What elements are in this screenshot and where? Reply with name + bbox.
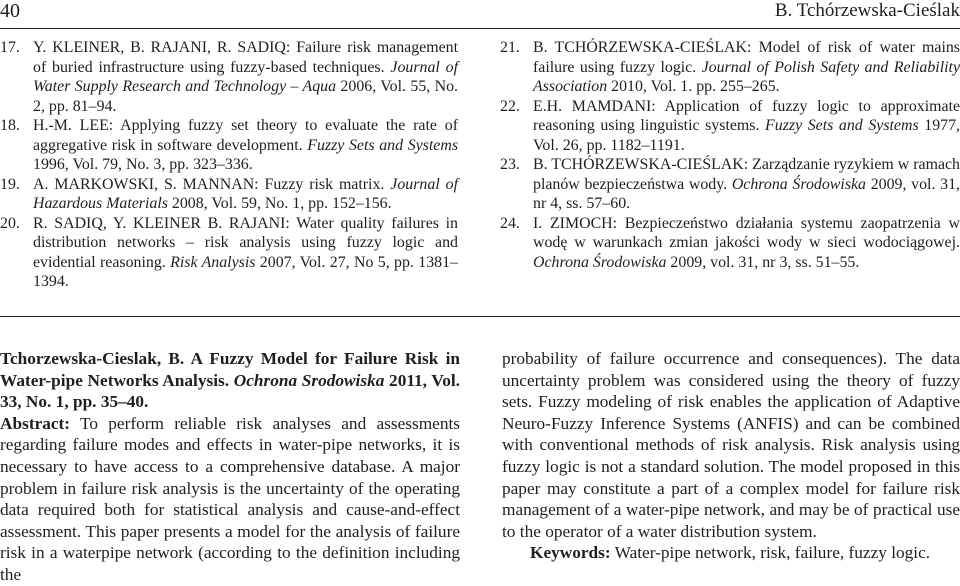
reference-text: H.-M. LEE: Applying fuzzy set theory to evaluate the rate of aggregative risk in software development. Fuzzy Sets and Systems 1996, Vol. 79, No. 3, pp. 323–336.	[33, 117, 458, 173]
reference-text: B. TCHÓRZEWSKA-CIEŚLAK: Zarządzanie ryzykiem w ramach planów bezpieczeństwa wody. Ochrona Środowiska 2009, vol. 31, nr 4, ss. 57–60.	[533, 156, 960, 212]
reference-item	[500, 155, 960, 214]
abstract-left-column	[0, 348, 460, 586]
running-head: B. Tchórzewska-Cieślak	[774, 0, 960, 21]
reference-number: 24.	[500, 214, 520, 232]
reference-item	[0, 175, 458, 214]
reference-journal: Journal of Water Supply Research and Technology – Aqua	[33, 58, 458, 95]
reference-item	[0, 116, 458, 175]
reference-number: 20.	[0, 214, 20, 232]
header-rule	[0, 28, 960, 29]
reference-number: 18.	[0, 117, 20, 134]
keywords-text: Water-pipe network, risk, failure, fuzzy logic.	[610, 543, 931, 563]
references-left-column	[0, 38, 458, 292]
reference-journal: Fuzzy Sets and Systems	[307, 136, 458, 154]
reference-text: Y. KLEINER, B. RAJANI, R. SADIQ: Failure risk management of buried infrastructure using fuzzy-based techniques. Journal of Water Supply Research and Technology – Aqua 2006, Vol. 55, No. 2, pp. 81–94.	[33, 39, 458, 115]
reference-journal: Ochrona Środowiska	[731, 175, 866, 193]
reference-item	[500, 97, 960, 156]
reference-number: 21.	[500, 39, 520, 56]
section-divider	[0, 316, 960, 317]
reference-text: I. ZIMOCH: Bezpieczeństwo działania systemu zaopatrzenia w wodę w warunkach zmian jakości wody w sieci wodociągowej. Ochrona Środowiska 2009, vol. 31, nr 3, ss. 51–55.	[533, 214, 960, 271]
reference-text: A. MARKOWSKI, S. MANNAN: Fuzzy risk matrix. Journal of Hazardous Materials 2008, Vol. 59, No. 1, pp. 152–156.	[33, 175, 458, 212]
abstract-right-column	[502, 348, 960, 564]
reference-text: E.H. MAMDANI: Application of fuzzy logic to approximate reasoning using linguistic systems. Fuzzy Sets and Systems 1977, Vol. 26, pp. 1182–1191.	[533, 97, 960, 154]
reference-journal: Risk Analysis	[170, 253, 256, 271]
reference-item	[500, 214, 960, 273]
citation-title: Tchorzewska-Cieslak, B. A Fuzzy Model for Failure Risk in Water-pipe Networks Analysis.	[0, 349, 460, 390]
references-right-column	[500, 38, 960, 272]
reference-item	[0, 38, 458, 116]
abstract-label: Abstract:	[0, 413, 71, 433]
reference-item	[500, 38, 960, 97]
reference-journal: Fuzzy Sets and Systems	[765, 117, 919, 134]
reference-text: R. SADIQ, Y. KLEINER B. RAJANI: Water quality failures in distribution networks – risk analysis using fuzzy logic and evidential reasoning. Risk Analysis 2007, Vol. 27, No 5, pp. 1381–1394.	[33, 214, 458, 290]
abstract-text-left: To perform reliable risk analyses and assessments regarding failure modes and effects in water-pipe networks, it is necessary to have access to a comprehensive database. A major problem in failure risk analysis is the uncertainty of the operating data required both for statistical analysis and cause-and-effect assessment. This paper presents a model for the analysis of failure risk in a waterpipe network (according to the definition including the	[0, 413, 460, 584]
page-number: 40	[0, 0, 20, 22]
reference-number: 19.	[0, 175, 20, 193]
keywords-label: Keywords:	[530, 543, 611, 563]
abstract-text-right: probability of failure occurrence and consequences). The data uncertainty problem was considered using the theory of fuzzy sets. Fuzzy modeling of risk enables the application of Adaptive Neuro-Fuzzy Inference Systems (ANFIS) and can be combined with conventional methods of risk analysis. Risk analysis using fuzzy logic is not a standard solution. The model proposed in this paper may constitute a part of a complex model for failure risk management of a water-pipe network, and may be of practical use to the operator of a water distribution system.	[502, 349, 960, 541]
reference-number: 23.	[500, 156, 520, 173]
citation-details: 2011, Vol. 33, No. 1, pp. 35–40.	[0, 370, 460, 412]
reference-item	[0, 214, 458, 292]
reference-number: 22.	[500, 97, 520, 115]
reference-journal: Journal of Hazardous Materials	[33, 175, 458, 212]
reference-journal: Journal of Polish Safety and Reliability Association	[533, 58, 960, 95]
reference-text: B. TCHÓRZEWSKA-CIEŚLAK: Model of risk of water mains failure using fuzzy logic. Journal of Polish Safety and Reliability Association 2010, Vol. 1. pp. 255–265.	[533, 39, 960, 95]
reference-journal: Ochrona Środowiska	[533, 253, 667, 271]
citation-journal: Ochrona Srodowiska	[233, 370, 385, 390]
reference-number: 17.	[0, 39, 20, 56]
